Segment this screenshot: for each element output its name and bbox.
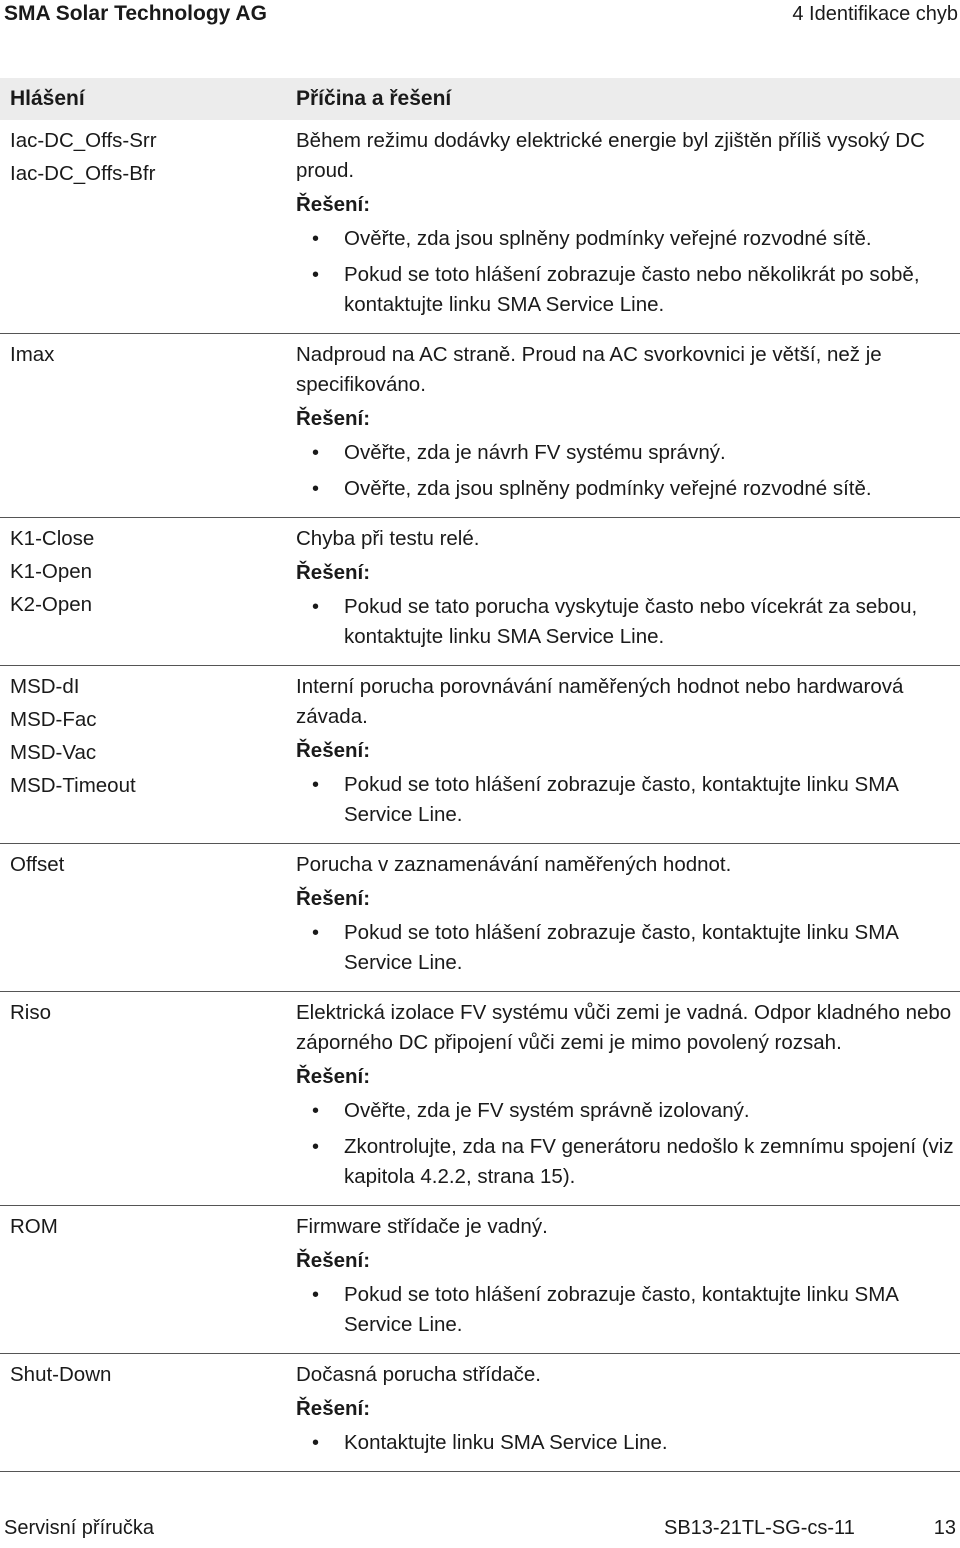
cause-text: Nadproud na AC straně. Proud na AC svorkovnici je větší, než je specifikováno. <box>296 343 882 396</box>
message-cell <box>0 666 286 844</box>
solution-item: • Zkontrolujte, zda na FV generátoru nedošlo k zemnímu spojení (viz kapitola 4.2.2, strana 15). <box>296 1132 956 1192</box>
solution-label: Řešení: <box>296 1397 371 1420</box>
message-code: K1-Close <box>10 527 95 550</box>
message-code: MSD-Fac <box>10 708 97 731</box>
solution-item: • Pokud se tato porucha vyskytuje často nebo vícekrát za sebou, kontaktujte linku SMA Service Line. <box>296 592 956 652</box>
message-code: MSD-Timeout <box>10 774 136 797</box>
message-code: ROM <box>10 1215 58 1238</box>
solution-list <box>296 918 956 978</box>
message-cell <box>0 992 286 1206</box>
solution-list <box>296 224 956 320</box>
message-code: MSD-dI <box>10 675 80 698</box>
column-header-cause: Příčina a řešení <box>286 78 960 120</box>
solution-item: • Ověřte, zda je návrh FV systému správný. <box>296 438 956 468</box>
cause-cell <box>286 120 960 334</box>
cause-text: Interní porucha porovnávání naměřených hodnot nebo hardwarová závada. <box>296 675 904 728</box>
header-section: 4 Identifikace chyb <box>792 3 958 25</box>
message-code: Riso <box>10 1001 52 1024</box>
header-company: SMA Solar Technology AG <box>4 2 267 25</box>
error-table <box>0 78 960 1472</box>
solution-list <box>296 1096 956 1192</box>
cause-text: Porucha v zaznamenávání naměřených hodnot. <box>296 853 732 876</box>
cause-cell <box>286 518 960 666</box>
solution-label: Řešení: <box>296 561 371 584</box>
message-code: K2-Open <box>10 593 93 616</box>
message-cell <box>0 844 286 992</box>
solution-label: Řešení: <box>296 407 371 430</box>
cause-text: Firmware střídače je vadný. <box>296 1215 548 1238</box>
message-code: Iac-DC_Offs-Srr <box>10 129 157 152</box>
solution-list <box>296 770 956 830</box>
message-code: Shut-Down <box>10 1363 112 1386</box>
solution-label: Řešení: <box>296 193 371 216</box>
solution-list <box>296 1428 956 1458</box>
solution-item: • Ověřte, zda je FV systém správně izolovaný. <box>296 1096 956 1126</box>
table-row <box>0 844 960 992</box>
footer-page-number: 13 <box>933 1517 956 1539</box>
solution-item: • Ověřte, zda jsou splněny podmínky veřejné rozvodné sítě. <box>296 474 956 504</box>
cause-cell <box>286 666 960 844</box>
solution-label: Řešení: <box>296 1065 371 1088</box>
table-row <box>0 518 960 666</box>
table-row <box>0 1354 960 1472</box>
solution-label: Řešení: <box>296 739 371 762</box>
solution-item: • Pokud se toto hlášení zobrazuje často, kontaktujte linku SMA Service Line. <box>296 1280 956 1340</box>
table-row <box>0 1206 960 1354</box>
table-row <box>0 120 960 334</box>
cause-text: Během režimu dodávky elektrické energie byl zjištěn příliš vysoký DC proud. <box>296 129 925 182</box>
message-code: Offset <box>10 853 65 876</box>
table-header-row <box>0 78 960 120</box>
solution-item: • Kontaktujte linku SMA Service Line. <box>296 1428 956 1458</box>
footer-doc-type: Servisní příručka <box>4 1517 155 1539</box>
solution-item: • Pokud se toto hlášení zobrazuje často, kontaktujte linku SMA Service Line. <box>296 770 956 830</box>
message-cell <box>0 334 286 518</box>
table-row <box>0 334 960 518</box>
message-cell <box>0 1206 286 1354</box>
cause-text: Dočasná porucha střídače. <box>296 1363 541 1386</box>
footer-doc-code: SB13-21TL-SG-cs-11 <box>664 1517 855 1539</box>
solution-list <box>296 1280 956 1340</box>
table-body <box>0 120 960 1472</box>
solution-item: • Ověřte, zda jsou splněny podmínky veřejné rozvodné sítě. <box>296 224 956 254</box>
solution-item: • Pokud se toto hlášení zobrazuje často, kontaktujte linku SMA Service Line. <box>296 918 956 978</box>
cause-cell <box>286 992 960 1206</box>
message-cell <box>0 120 286 334</box>
solution-label: Řešení: <box>296 1249 371 1272</box>
table-row <box>0 666 960 844</box>
message-cell <box>0 518 286 666</box>
message-code: K1-Open <box>10 560 93 583</box>
table-row <box>0 992 960 1206</box>
cause-text: Elektrická izolace FV systému vůči zemi je vadná. Odpor kladného nebo záporného DC připojení vůči zemi je mimo povolený rozsah. <box>296 1001 952 1054</box>
message-code: MSD-Vac <box>10 741 97 764</box>
message-cell <box>0 1354 286 1472</box>
cause-cell <box>286 1206 960 1354</box>
cause-cell <box>286 1354 960 1472</box>
solution-list <box>296 438 956 504</box>
solution-label: Řešení: <box>296 887 371 910</box>
column-header-message: Hlášení <box>0 78 286 120</box>
message-code: Imax <box>10 343 55 366</box>
cause-text: Chyba při testu relé. <box>296 527 480 550</box>
solution-list <box>296 592 956 652</box>
solution-item: • Pokud se toto hlášení zobrazuje často nebo několikrát po sobě, kontaktujte linku SMA Service Line. <box>296 260 956 320</box>
cause-cell <box>286 334 960 518</box>
cause-cell <box>286 844 960 992</box>
message-code: Iac-DC_Offs-Bfr <box>10 162 156 185</box>
